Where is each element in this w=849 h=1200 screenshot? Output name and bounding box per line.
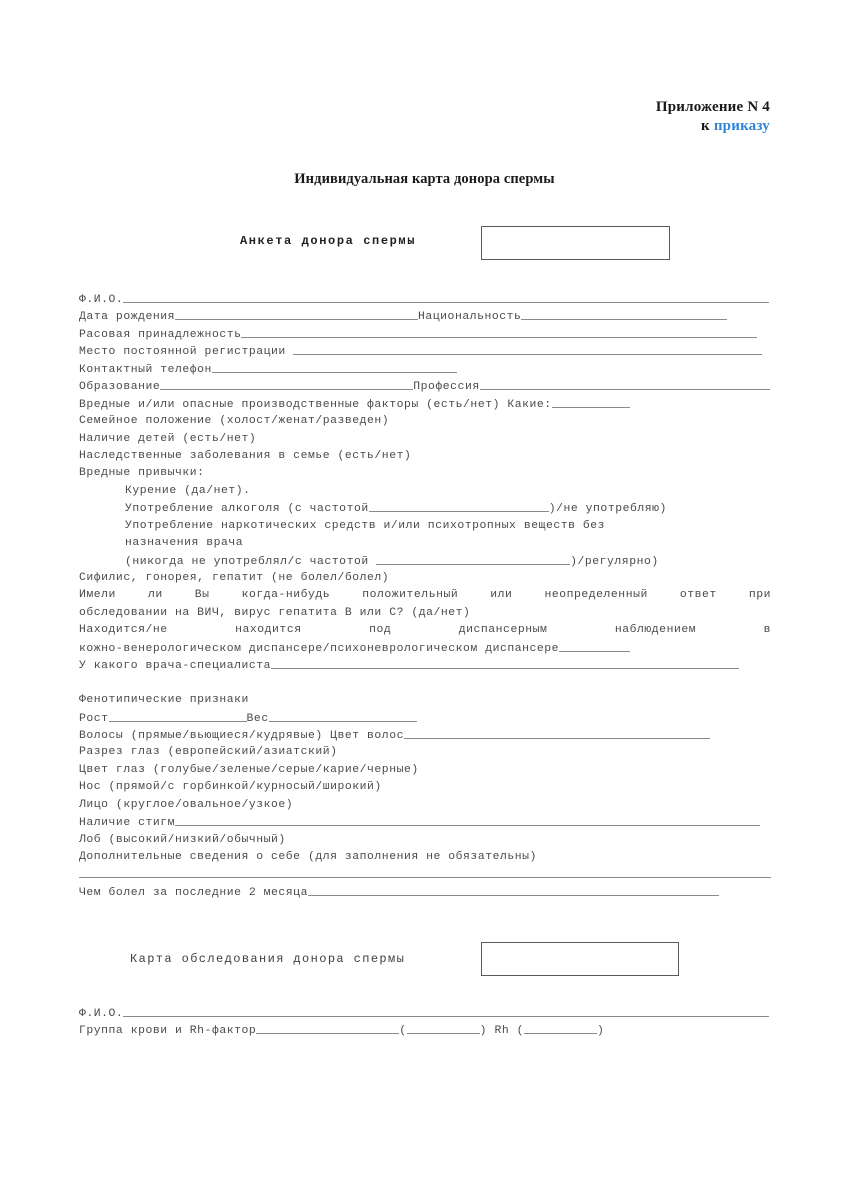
questionnaire-code-value [482, 227, 669, 235]
field-hair-color-input[interactable] [404, 727, 710, 739]
page-title: Индивидуальная карта донора спермы [294, 171, 555, 187]
field-drugs-frequency [79, 553, 771, 570]
spacer-row-1 [79, 675, 771, 692]
field-fio-input[interactable] [123, 291, 769, 303]
field-children: Наличие детей (есть/нет) [79, 432, 257, 445]
field-eye-shape: Разрез глаз (европейский/азиатский) [79, 746, 338, 759]
field-nationality-label: Национальность [418, 311, 522, 324]
field-education-label: Образование [79, 381, 161, 394]
appendix-order-prefix: к [701, 118, 714, 134]
appendix-order-reference [656, 117, 770, 136]
field-birth-date-input[interactable] [175, 308, 418, 320]
field-hazards-label: Вредные и/или опасные производственные факторы (есть/нет) Какие: [79, 398, 552, 411]
field-drugs-frequency-input[interactable] [376, 553, 570, 565]
field-drugs-line2: назначения врача [125, 537, 244, 550]
field-height-label: Рост [79, 712, 109, 725]
field-alcohol-suffix: )/не употребляю) [548, 503, 667, 516]
questionnaire-heading: Анкета донора спермы [240, 234, 417, 248]
field-stigmas-input[interactable] [175, 814, 760, 826]
field-rh-input[interactable] [524, 1022, 597, 1034]
field-fio-2-label: Ф.И.О. [79, 1008, 124, 1020]
exam-card-code-value [482, 943, 678, 951]
field-height-weight [79, 710, 771, 727]
field-eye-color: Цвет глаз (голубые/зеленые/серые/карие/черные) [79, 763, 419, 776]
field-phone-label: Контактный телефон [79, 363, 212, 376]
exam-card-heading: Карта обследования донора спермы [130, 952, 406, 966]
field-blood-group [79, 1022, 771, 1039]
field-recent-illness-label: Чем болел за последние 2 месяца [79, 886, 308, 899]
field-hair-label: Волосы (прямые/вьющиеся/кудрявые) Цвет волос [79, 729, 404, 742]
field-race [79, 326, 771, 343]
field-phone-input[interactable] [212, 361, 457, 373]
field-face: Лицо (круглое/овальное/узкое) [79, 798, 294, 811]
blood-paren-close: ) [479, 1025, 488, 1038]
field-stigmas-label: Наличие стигм [79, 817, 176, 830]
field-extra-info-input[interactable] [79, 866, 771, 878]
field-hair [79, 727, 771, 744]
field-bad-habits-title: Вредные привычки: [79, 467, 205, 480]
field-birth-date-label: Дата рождения [79, 311, 176, 324]
field-dispensary-input[interactable] [559, 640, 630, 652]
field-blood-group-label: Группа крови и Rh-фактор [79, 1025, 257, 1038]
field-phone [79, 361, 771, 378]
field-rh-label: Rh [494, 1025, 510, 1038]
field-drugs-frequency-suffix: )/регулярно) [570, 555, 659, 568]
field-education-input[interactable] [160, 378, 413, 390]
field-registration-place-input[interactable] [293, 343, 762, 355]
rh-paren-open: ( [516, 1025, 524, 1038]
exam-card-form [79, 1005, 771, 1040]
field-fio [79, 291, 771, 308]
field-std: Сифилис, гонорея, гепатит (не болел/болел) [79, 572, 390, 584]
field-forehead: Лоб (высокий/низкий/обычный) [79, 833, 286, 846]
field-weight-label: Вес [246, 712, 269, 725]
field-profession-input[interactable] [480, 378, 770, 390]
field-birth-date [79, 308, 771, 325]
field-nationality-input[interactable] [521, 308, 727, 320]
field-hazards-input[interactable] [552, 396, 630, 408]
field-specialist-doctor-input[interactable] [271, 657, 739, 669]
field-nose: Нос (прямой/с горбинкой/курносый/широкий) [79, 781, 382, 794]
blood-paren-open: ( [399, 1025, 407, 1038]
appendix-header [656, 98, 770, 136]
field-hereditary-diseases: Наследственные заболевания в семье (есть/нет) [79, 449, 412, 462]
field-alcohol-label: Употребление алкоголя (с частотой [125, 503, 369, 516]
field-hazards [79, 396, 771, 413]
field-hiv-line1: Имели ли Вы когда-нибудь положительный или неопределенный ответ при [79, 589, 771, 602]
field-fio-2 [79, 1005, 771, 1022]
field-profession-label: Профессия [413, 381, 480, 394]
field-fio-label: Ф.И.О. [79, 294, 124, 306]
field-registration-place [79, 343, 771, 360]
rh-paren-close: ) [597, 1025, 605, 1038]
field-extra-info-input-row [79, 866, 771, 883]
field-extra-info-label: Дополнительные сведения о себе (для заполнения не обязательны) [79, 851, 537, 863]
rh-spacer-2 [509, 1025, 516, 1037]
field-recent-illness-input[interactable] [308, 884, 719, 896]
field-recent-illness [79, 884, 771, 901]
field-specialist-doctor-label: У какого врача-специалиста [79, 660, 272, 673]
donor-questionnaire-form [79, 291, 771, 901]
field-alcohol [79, 500, 771, 517]
phenotype-section-title: Фенотипические признаки [79, 694, 249, 707]
field-stigmas [79, 814, 771, 831]
field-race-input[interactable] [241, 326, 757, 338]
order-link[interactable]: приказу [713, 118, 770, 134]
field-dispensary-line2-label: кожно-венерологическом диспансере/психоневрологическом диспансере [79, 642, 560, 655]
field-smoking: Курение (да/нет). [125, 484, 251, 497]
field-hiv-line2: обследовании на ВИЧ, вирус гепатита В или С? (да/нет) [79, 606, 471, 619]
field-dispensary-line2 [79, 640, 771, 657]
field-blood-group-code-input[interactable] [407, 1022, 480, 1034]
field-specialist-doctor [79, 657, 771, 674]
appendix-number: Приложение N 4 [655, 99, 770, 115]
field-registration-place-label: Место постоянной регистрации [79, 346, 294, 359]
field-dispensary-line1: Находится/не находится под диспансерным наблюдением в [79, 624, 771, 637]
field-race-label: Расовая принадлежность [79, 328, 242, 341]
field-fio-2-input[interactable] [123, 1005, 769, 1017]
field-blood-group-input[interactable] [256, 1022, 399, 1034]
field-weight-input[interactable] [269, 710, 417, 722]
questionnaire-code-box[interactable] [481, 226, 670, 260]
exam-card-code-box[interactable] [481, 942, 679, 976]
field-height-input[interactable] [109, 710, 247, 722]
field-marital-status: Семейное положение (холост/женат/разведен) [79, 415, 390, 428]
field-drugs-frequency-label: (никогда не употреблял/с частотой [125, 555, 377, 568]
field-education [79, 378, 771, 395]
field-drugs-line1: Употребление наркотических средств и/или психотропных веществ без [125, 519, 606, 532]
field-alcohol-input[interactable] [369, 500, 549, 512]
